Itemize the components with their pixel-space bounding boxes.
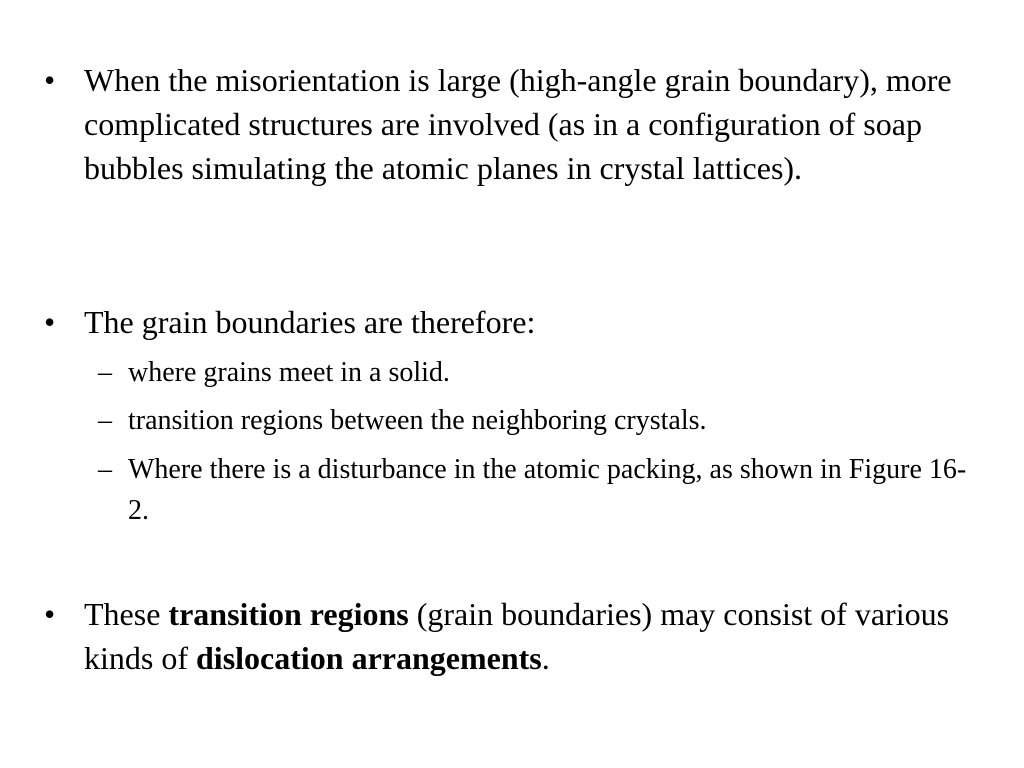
bullet-3	[44, 592, 1004, 680]
sub-item-2	[98, 400, 998, 441]
bold-term-dislocation-arrangements: dislocation arrangements	[196, 640, 542, 676]
bullet-3-part-2: (grain boundaries) may consist of various kinds of	[84, 596, 950, 676]
bullet-marker: •	[44, 304, 56, 340]
bullet-marker: •	[44, 62, 56, 98]
sub-marker: –	[98, 357, 112, 388]
bold-term-transition-regions: transition regions	[168, 596, 409, 632]
sub-marker: –	[98, 454, 112, 485]
sub-item-3-text: Where there is a disturbance in the atomic packing, as shown in Figure 16-2.	[128, 454, 967, 526]
sub-marker: –	[98, 405, 112, 436]
sub-item-3	[98, 449, 998, 531]
bullet-3-text	[84, 592, 994, 680]
bullet-2	[44, 300, 1004, 344]
sub-item-1	[98, 352, 998, 393]
sub-item-2-text: transition regions between the neighboring crystals.	[128, 405, 707, 436]
bullet-2-text: The grain boundaries are therefore:	[84, 304, 536, 340]
bullet-marker: •	[44, 596, 56, 632]
sub-item-1-text: where grains meet in a solid.	[128, 357, 450, 388]
bullet-3-part-3: .	[541, 640, 550, 676]
bullet-1	[44, 58, 1004, 190]
bullet-1-text: When the misorientation is large (high-angle grain boundary), more complicated structures are involved (as in a configuration of soap bubbles simulating the atomic planes in crystal lattices).	[84, 62, 952, 186]
bullet-3-part-1: These	[84, 596, 169, 632]
